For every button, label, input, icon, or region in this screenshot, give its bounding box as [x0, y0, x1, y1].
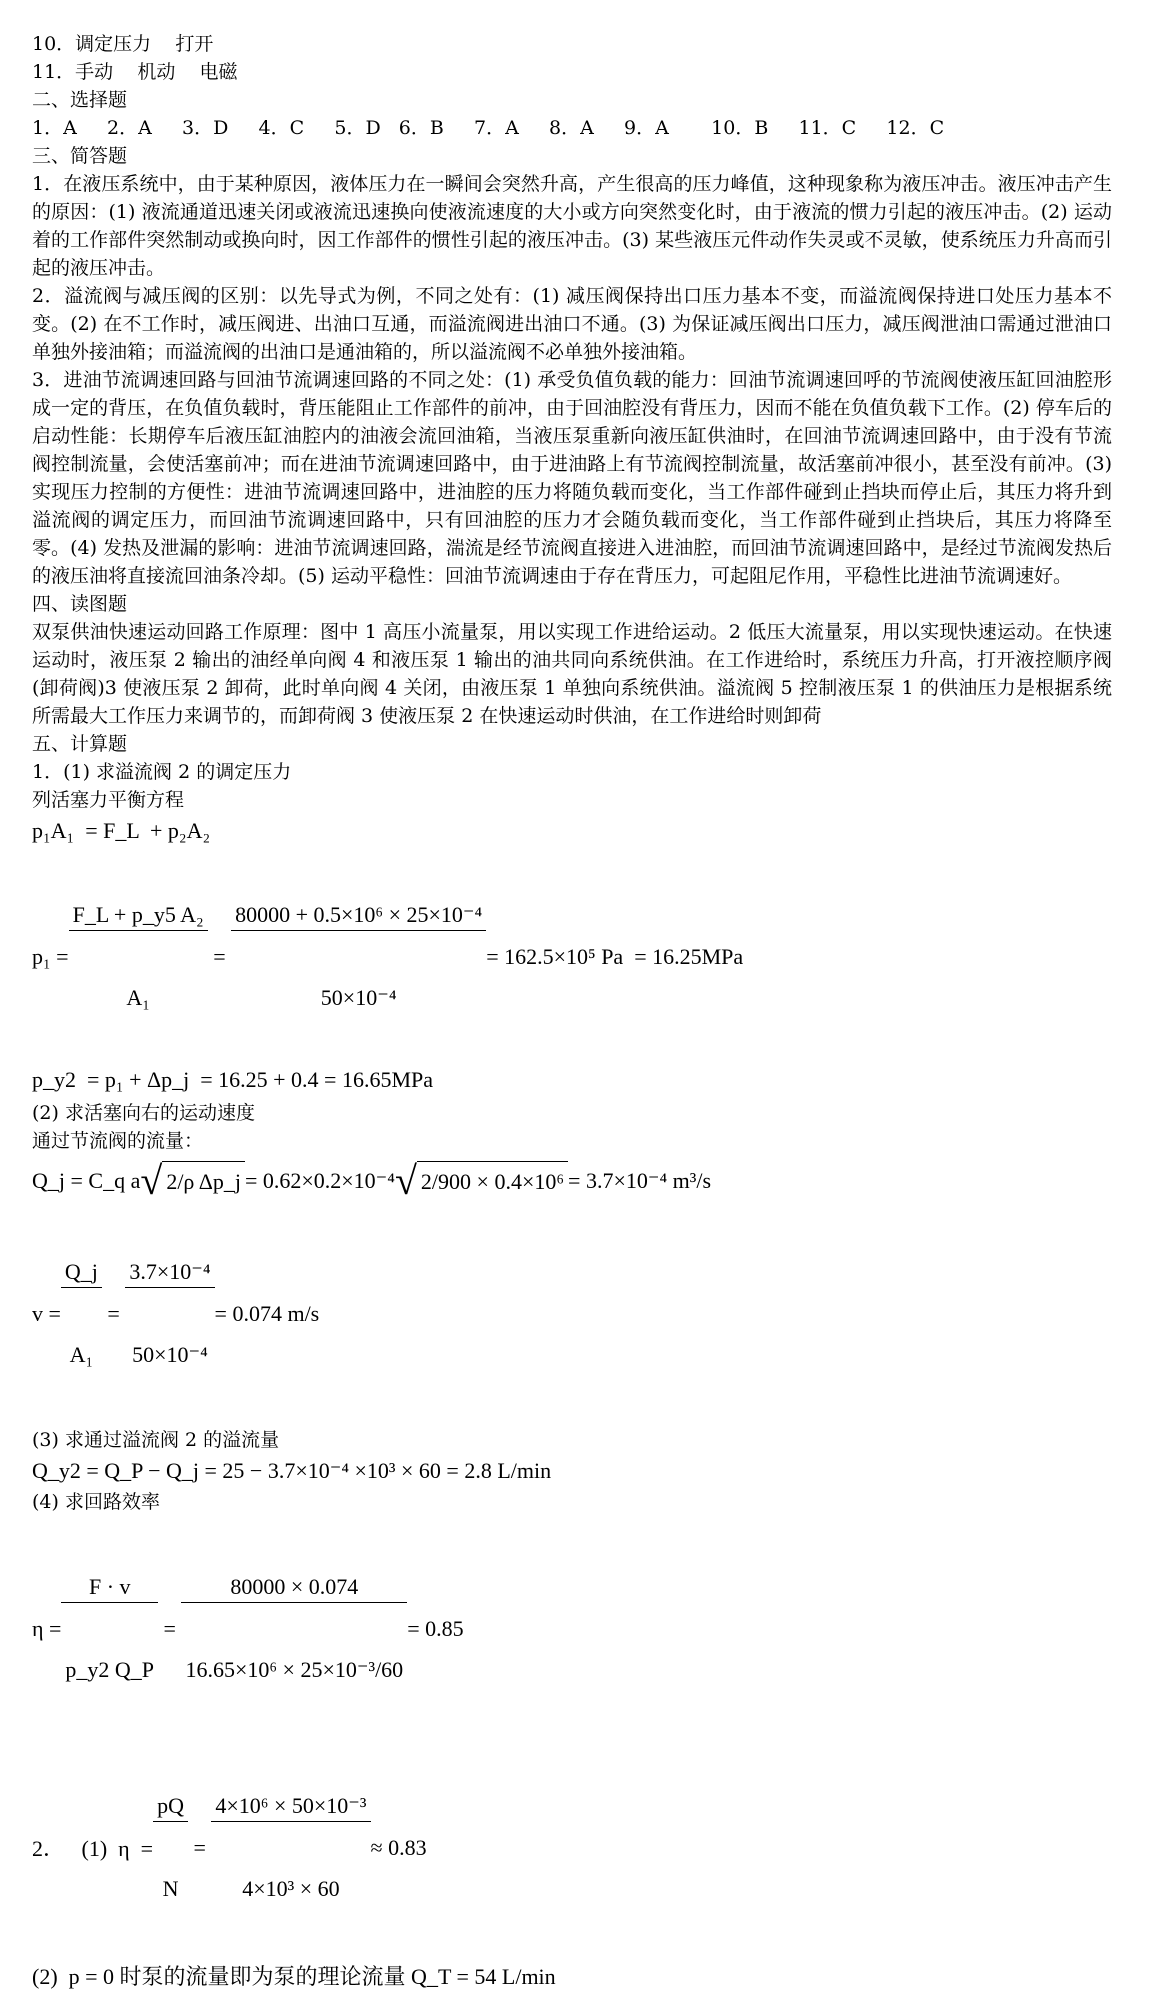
fraction — [61, 1207, 102, 1420]
short-answer-3: 3．进油节流调速回路与回油节流调速回路的不同之处：(1) 承受负值负载的能力：回油节流调速回呼的节流阀使液压缸回油腔形成一定的背压，在负值负载时，背压能阻止工作部件的前冲，由于回油腔没有背压力，因而不能在负值负载下工作。(2) 停车后的启动性能：长期停车后液压缸油腔内的油液会流回油箱，当液压泵重新向液压缸供油时，在回油节流调速回路中，由于没有节流阀控制流量，会使活塞前冲；而在进油节流调速回路中，由于进油路上有节流阀控制流量，故活塞前冲很小，甚至没有前冲。(3) 实现压力控制的方便性：进油节流调速回路中，进油腔的压力将随负载而变化，当工作部件碰到止挡块而停止后，其压力将升到溢流阀的调定压力，而回油节流调速回路中，只有回油腔的压力才会随负载而变化，当工作部件碰到止挡块后，其压力将降至零。(4) 发热及泄漏的影响：进油节流调速回路，湍流是经节流阀直接进入进油腔，而回油节流调速回路中，是经过节流阀发热后的液压油将直接流回油条冷却。(5) 运动平稳性：回油节流调速由于存在背压力，可起阻尼作用，平稳性比进油节流调速好。 — [32, 369, 1112, 587]
denominator: 50×10⁻⁴ — [132, 1342, 208, 1367]
calc-q1-2-title: (2) 求活塞向右的运动速度 — [32, 1102, 255, 1124]
eq-rhs: = 162.5×10⁵ Pa = 16.25MPa — [486, 943, 744, 969]
equation-q2-flow: (2) p = 0 时泵的流量即为泵的理论流量 Q_T = 54 L/min — [32, 1964, 556, 1989]
answer-line-10: 10．调定压力 打开 — [32, 33, 214, 55]
equation-py2: p_y2 = p₁ + Δp_j = 16.25 + 0.4 = 16.65MPa — [32, 1067, 434, 1092]
eq-rhs: = 0.074 m/s — [214, 1300, 320, 1326]
fraction — [125, 1207, 214, 1420]
denominator: 4×10³ × 60 — [242, 1876, 340, 1901]
section-heading-calc: 五、计算题 — [32, 733, 128, 755]
equation-v: v = $\frac{Q\_j}{\text{A₁}}$ = $\frac{\text{3.7×10⁻⁴}}{\text{50×10⁻⁴}}$ = 0.074 m/s — [32, 1207, 1112, 1420]
denominator: p_y2 Q_P — [65, 1657, 155, 1682]
denominator: 16.65×10⁶ × 25×10⁻³/60 — [185, 1657, 404, 1682]
numerator: Q_j — [61, 1259, 102, 1288]
fraction — [153, 1741, 188, 1954]
numerator: pQ — [153, 1793, 188, 1822]
denominator: N — [162, 1876, 179, 1901]
answer-page — [32, 30, 1112, 1995]
denominator: A₁ — [126, 985, 150, 1010]
eq-lhs: 2． (1) η = — [32, 1836, 154, 1861]
fraction — [181, 1522, 407, 1735]
section-heading-short: 三、简答题 — [32, 145, 128, 167]
calc-q1-note: 列活塞力平衡方程 — [32, 789, 185, 811]
equation-eta: η = $\frac{F \cdot v}{p\_y2 Q\_P}$ = $\frac{80000 \times 0.074}{\text{16.65×10⁶ × 25×10⁻³/60}}$ = 0.85 — [32, 1522, 1112, 1735]
diagram-answer: 双泵供油快速运动回路工作原理：图中 1 高压小流量泵，用以实现工作进给运动。2 低压大流量泵，用以实现快速运动。在快速运动时，液压泵 2 输出的油经单向阀 4 和液压泵 1 输出的油共同向系统供油。在工作进给时，系统压力升高，打开液控顺序阀(卸荷阀)3 使液压泵 2 卸荷，此时单向阀 4 关闭，由液压泵 1 单独向系统供油。溢流阀 5 控制液压泵 1 的供油压力是根据系统所需最大工作压力来调节的，而卸荷阀 3 使液压泵 2 在快速运动时供油，在工作进给时则卸荷 — [32, 621, 1112, 727]
sqrt: √ 2/900 × 0.4×10⁶ — [395, 1161, 568, 1201]
section-heading-diagram: 四、读图题 — [32, 593, 128, 615]
equation-qj — [32, 1158, 1112, 1203]
eq-lhs: Q_j = C_q a — [32, 1168, 141, 1193]
eq-mid: = 0.62×0.2×10⁻⁴ — [244, 1168, 395, 1193]
short-answer-2: 2．溢流阀与减压阀的区别：以先导式为例，不同之处有：(1) 减压阀保持出口压力基本不变，而溢流阀保持进口处压力基本不变。(2) 在不工作时，减压阀进、出油口互通，而溢流阀进出油口不通。(3) 为保证减压阀出口压力，减压阀泄油口需通过泄油口单独外接油箱；而溢流阀的出油口是通油箱的，所以溢流阀不必单独外接油箱。 — [32, 285, 1112, 363]
calc-q1-3-title: (3) 求通过溢流阀 2 的溢流量 — [32, 1429, 280, 1451]
numerator: F_L + p_y5 A₂ — [69, 902, 208, 931]
numerator: 80000 + 0.5×10⁶ × 25×10⁻⁴ — [231, 902, 486, 931]
calc-q1-2-note: 通过节流阀的流量： — [32, 1130, 204, 1152]
eq-rhs: = 0.85 — [407, 1615, 464, 1641]
eq-rhs: = 3.7×10⁻⁴ m³/s — [568, 1168, 712, 1193]
numerator: F · v — [61, 1574, 158, 1603]
equation-qy2: Q_y2 = Q_P − Q_j = 25 − 3.7×10⁻⁴ ×10³ × 60 = 2.8 L/min — [32, 1458, 552, 1483]
calc-q1-title: 1．(1) 求溢流阀 2 的调定压力 — [32, 761, 292, 783]
answer-line-11: 11．手动 机动 电磁 — [32, 61, 238, 83]
short-answer-1: 1．在液压系统中，由于某种原因，液体压力在一瞬间会突然升高，产生很高的压力峰值，这种现象称为液压冲击。液压冲击产生的原因：(1) 液流通道迅速关闭或液流迅速换向使液流速度的大小或方向突然变化时，由于液流的惯力引起的液压冲击。(2) 运动着的工作部件突然制动或换向时，因工作部件的惯性引起的液压冲击。(3) 某些液压元件动作失灵或不灵敏，使系统压力升高而引起的液压冲击。 — [32, 173, 1112, 279]
sqrt: √ 2/ρ Δp_j — [140, 1161, 245, 1201]
numerator: 80000 × 0.074 — [181, 1574, 407, 1603]
eq-lhs: p₁ = — [32, 943, 69, 969]
denominator: A₁ — [69, 1342, 94, 1367]
calc-q1-4-title: (4) 求回路效率 — [32, 1491, 160, 1513]
fraction — [69, 850, 208, 1063]
numerator: 4×10⁶ × 50×10⁻³ — [211, 1793, 370, 1822]
eq-lhs: v = — [32, 1300, 61, 1326]
denominator: 50×10⁻⁴ — [320, 985, 397, 1010]
fraction — [231, 850, 486, 1063]
equation-force-balance: p₁A₁ = F_L + p₂A₂ — [32, 818, 211, 843]
fraction — [61, 1522, 158, 1735]
fraction — [211, 1741, 370, 1954]
eq-lhs: η = — [32, 1615, 62, 1641]
eq-rhs: ≈ 0.83 — [370, 1834, 427, 1860]
radicand: 2/900 × 0.4×10⁶ — [417, 1161, 568, 1201]
equation-q2-eta: 2． (1) η = $\frac{pQ}{N}$ = $\frac{\text{4×10⁶ × 50×10⁻³}}{\text{4×10³ × 60}}$ ≈ 0.83 — [32, 1741, 1112, 1954]
radicand: 2/ρ Δp_j — [162, 1161, 245, 1201]
numerator: 3.7×10⁻⁴ — [125, 1259, 214, 1288]
equation-p1: p₁ = $\frac{\text{F\_L + p\_y5 A₂}}{\text{A₁}}$ = $\frac{\text{80000 + 0.5×10⁶ × 25×10⁻⁴}}{\text{50×10⁻⁴}}$ = 162.5×10⁵ Pa = 16.25MPa — [32, 850, 1112, 1063]
choice-answers: 1．A 2．A 3．D 4．C 5．D 6．B 7．A 8．A 9．A 10．B 11．C 12．C — [32, 117, 945, 139]
section-heading-choice: 二、选择题 — [32, 89, 128, 111]
